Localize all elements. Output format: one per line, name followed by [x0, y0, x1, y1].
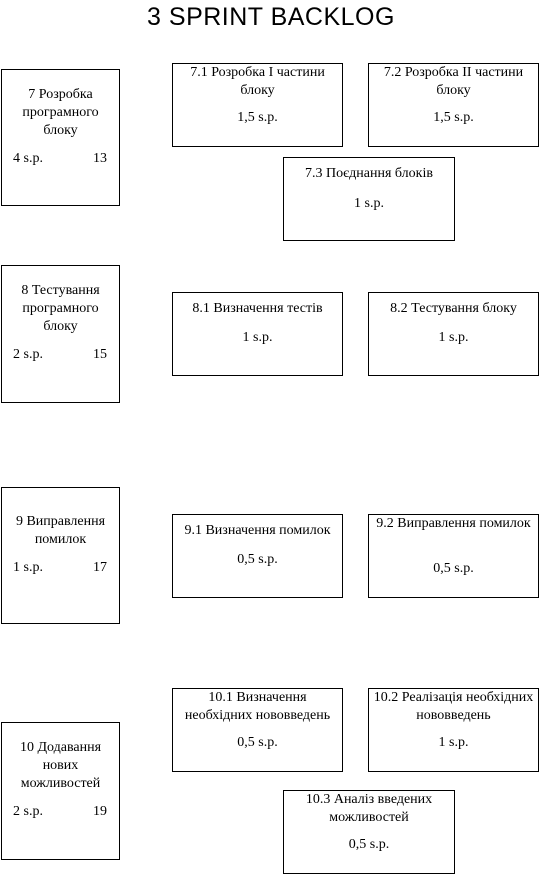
task-card-10-2: [368, 688, 539, 772]
task-title: 10.1 Визначення необхідних нововведень: [184, 690, 331, 723]
task-title: 10.3 Аналіз введених можливостей: [305, 792, 433, 825]
task-title: 9.2 Виправлення помилок: [376, 516, 531, 531]
task-card-9-2: [368, 514, 539, 598]
story-points: 2 s.p.: [13, 347, 43, 362]
task-card-8-1: [172, 292, 343, 376]
task-title: 9.1 Визначення помилок: [184, 523, 331, 538]
task-card-10-3: [283, 790, 455, 874]
task-card-7-3: [283, 157, 455, 241]
task-title: 7.1 Розробка І частини блоку: [190, 65, 325, 98]
task-points: 1,5 s.p.: [433, 110, 474, 125]
task-title: 7.3 Поєднання блоків: [305, 166, 433, 181]
task-points: 0,5 s.p.: [433, 561, 474, 576]
task-points: 0,5 s.p.: [348, 837, 390, 852]
task-points: 1 s.p.: [242, 330, 273, 345]
task-points: 1 s.p.: [438, 330, 469, 345]
story-title: 10 Додавання нових можливостей: [19, 740, 102, 791]
story-points: 2 s.p.: [13, 804, 43, 819]
task-card-8-2: [368, 292, 539, 376]
story-id: 13: [93, 151, 107, 166]
story-title: 7 Розробка програмного блоку: [22, 87, 99, 138]
story-card-8: [1, 265, 120, 403]
story-title: 9 Виправлення помилок: [15, 514, 106, 547]
story-id: 15: [93, 347, 107, 362]
story-points: 4 s.p.: [13, 151, 43, 166]
task-points: 1 s.p.: [438, 735, 469, 750]
task-card-7-1: [172, 63, 343, 147]
story-card-9: [1, 487, 120, 624]
task-points: 1,5 s.p.: [237, 110, 278, 125]
task-points: 0,5 s.p.: [237, 552, 278, 567]
story-card-10: [1, 722, 120, 860]
page-title: 3 SPRINT BACKLOG: [147, 3, 395, 31]
story-id: 17: [93, 560, 107, 575]
task-card-10-1: [172, 688, 343, 772]
task-points: 0,5 s.p.: [237, 735, 278, 750]
task-points: 1 s.p.: [354, 196, 384, 211]
task-card-7-2: [368, 63, 539, 147]
task-card-9-1: [172, 514, 343, 598]
story-card-7: [1, 69, 120, 206]
task-title: 8.2 Тестування блоку: [390, 301, 517, 316]
task-title: 10.2 Реалізація необхідних нововведень: [373, 690, 534, 723]
story-title: 8 Тестування програмного блоку: [21, 283, 100, 334]
story-points: 1 s.p.: [13, 560, 43, 575]
task-title: 7.2 Розробка ІІ частини блоку: [383, 65, 524, 98]
story-id: 19: [93, 804, 107, 819]
task-title: 8.1 Визначення тестів: [192, 301, 323, 316]
